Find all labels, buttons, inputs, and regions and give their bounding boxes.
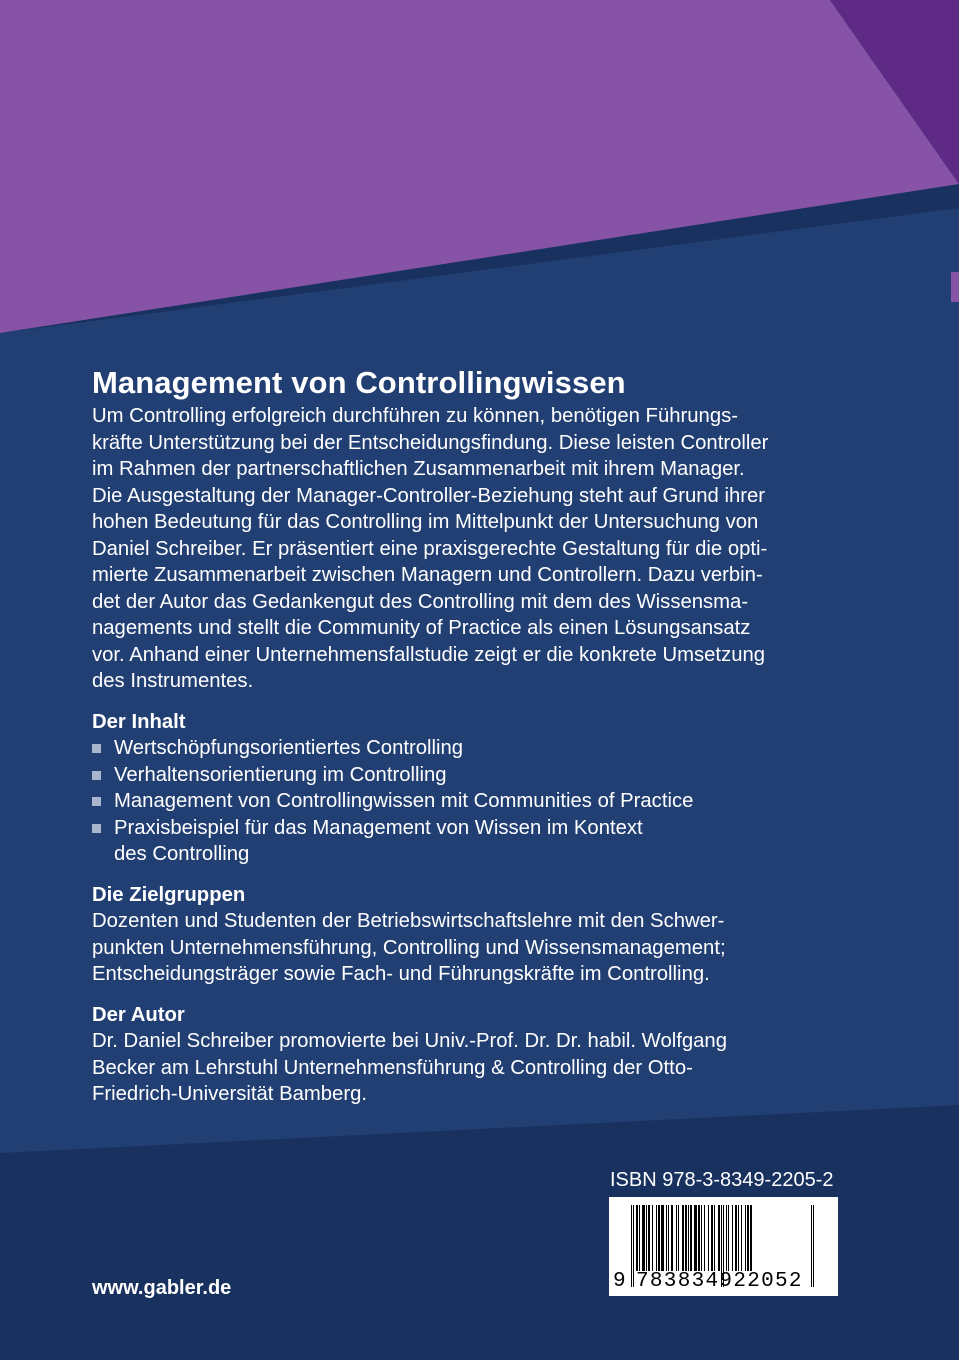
barcode-bar (642, 1205, 645, 1271)
barcode-bar (685, 1205, 687, 1271)
barcode-bar (688, 1205, 689, 1271)
barcode-bar (735, 1205, 737, 1271)
bullet-square-icon (92, 824, 101, 833)
barcode-bar (745, 1205, 746, 1271)
autor-line: Friedrich-Universität Bamberg. (92, 1083, 368, 1105)
intro-line: det der Autor das Gedankengut des Controlling mit dem des Wissensma- (92, 590, 749, 613)
barcode-bar (704, 1205, 705, 1271)
barcode-bar (636, 1205, 638, 1271)
barcode-bar (698, 1205, 700, 1271)
barcode-bar (658, 1205, 660, 1271)
barcode-first-digit: 9 (613, 1270, 626, 1293)
barcode-bar (671, 1205, 673, 1271)
barcode-bar (678, 1205, 679, 1271)
barcode-bar (646, 1205, 647, 1271)
barcode-bar (750, 1205, 752, 1271)
barcode-bar (668, 1205, 669, 1271)
barcode-digits: 783834922052 (636, 1270, 803, 1293)
list-item-continuation: des Controlling (114, 843, 250, 865)
barcode-bar (714, 1205, 715, 1271)
isbn-label: ISBN 978-3-8349-2205-2 (610, 1169, 834, 1191)
barcode-bar (711, 1205, 713, 1271)
intro-line: Die Ausgestaltung der Manager-Controller-Beziehung steht auf Grund ihrer (92, 484, 766, 507)
list-item-text: Verhaltensorientierung im Controlling (114, 763, 447, 786)
barcode-bar (639, 1205, 640, 1271)
intro-line: hohen Bedeutung für das Controlling im Mittelpunkt der Untersuchung von (92, 511, 759, 533)
barcode-bar (682, 1205, 684, 1271)
barcode-bar (718, 1205, 720, 1271)
barcode-bar (656, 1205, 657, 1271)
bullet-square-icon (92, 797, 101, 806)
barcode-bar (661, 1205, 664, 1271)
edge-marker (951, 272, 959, 302)
barcode-bar (690, 1205, 692, 1271)
zielgruppen-line: punkten Unternehmensführung, Controlling und Wissensmanagement; (92, 936, 726, 959)
bullet-square-icon (92, 744, 101, 753)
intro-line: vor. Anhand einer Unternehmensfallstudie zeigt er die konkrete Umsetzung (92, 643, 766, 666)
intro-line: im Rahmen der partnerschaftlichen Zusammenarbeit mit ihrem Manager. (92, 458, 745, 480)
barcode-bar (652, 1205, 653, 1271)
list-item (92, 788, 852, 815)
autor-heading: Der Autor (92, 1003, 185, 1026)
barcode-bar (694, 1205, 697, 1271)
barcode-bar (726, 1205, 727, 1271)
intro-line: Daniel Schreiber. Er präsentiert eine praxisgerechte Gestaltung für die opti- (92, 537, 768, 560)
intro-line: des Instrumentes. (92, 670, 254, 692)
barcode-bar (666, 1205, 667, 1271)
barcode-bar (747, 1205, 749, 1271)
list-item-text: Management von Controllingwissen mit Communities of Practice (114, 790, 694, 812)
inhalt-heading: Der Inhalt (92, 710, 186, 733)
bullet-square-icon (92, 771, 101, 780)
intro-paragraph (92, 403, 852, 695)
zielgruppen-line: Dozenten und Studenten der Betriebswirtschaftslehre mit den Schwer- (92, 910, 725, 932)
zielgruppen-line: Entscheidungsträger sowie Fach- und Führungskräfte im Controlling. (92, 963, 710, 985)
zielgruppen-paragraph (92, 908, 852, 988)
autor-line: Dr. Daniel Schreiber promovierte bei Univ.-Prof. Dr. Dr. habil. Wolfgang (92, 1030, 727, 1052)
list-item-text: Wertschöpfungsorientiertes Controlling (114, 737, 464, 759)
main-content (92, 363, 852, 1108)
list-item-text: Praxisbeispiel für das Management von Wissen im Kontext (114, 816, 643, 839)
barcode-bar (732, 1205, 733, 1271)
intro-line: nagements und stellt die Community of Practice als einen Lösungsansatz (92, 617, 751, 639)
inhalt-list (92, 735, 852, 868)
zielgruppen-heading: Die Zielgruppen (92, 883, 246, 906)
barcode-bar (708, 1205, 709, 1271)
list-item (92, 815, 852, 868)
intro-line: mierte Zusammenarbeit zwischen Managern und Controllern. Dazu verbin- (92, 564, 763, 586)
barcode-bar (648, 1205, 650, 1271)
barcode-bar (701, 1205, 702, 1271)
publisher-website-link[interactable]: www.gabler.de (92, 1277, 232, 1299)
barcode-bar (728, 1205, 729, 1271)
autor-paragraph (92, 1028, 852, 1108)
barcode (609, 1197, 838, 1296)
intro-line: kräfte Unterstützung bei der Entscheidungsfindung. Diese leisten Controller (92, 431, 769, 454)
barcode-bar (676, 1205, 677, 1271)
intro-line: Um Controlling erfolgreich durchführen zu können, benötigen Führungs- (92, 405, 738, 427)
list-item (92, 762, 852, 789)
barcode-bar (738, 1205, 739, 1271)
list-item (92, 735, 852, 762)
barcode-number (609, 1269, 838, 1295)
autor-line: Becker am Lehrstuhl Unternehmensführung & Controlling der Otto- (92, 1056, 693, 1079)
book-title: Management von Controllingwissen (92, 365, 626, 400)
barcode-bar (741, 1205, 742, 1271)
